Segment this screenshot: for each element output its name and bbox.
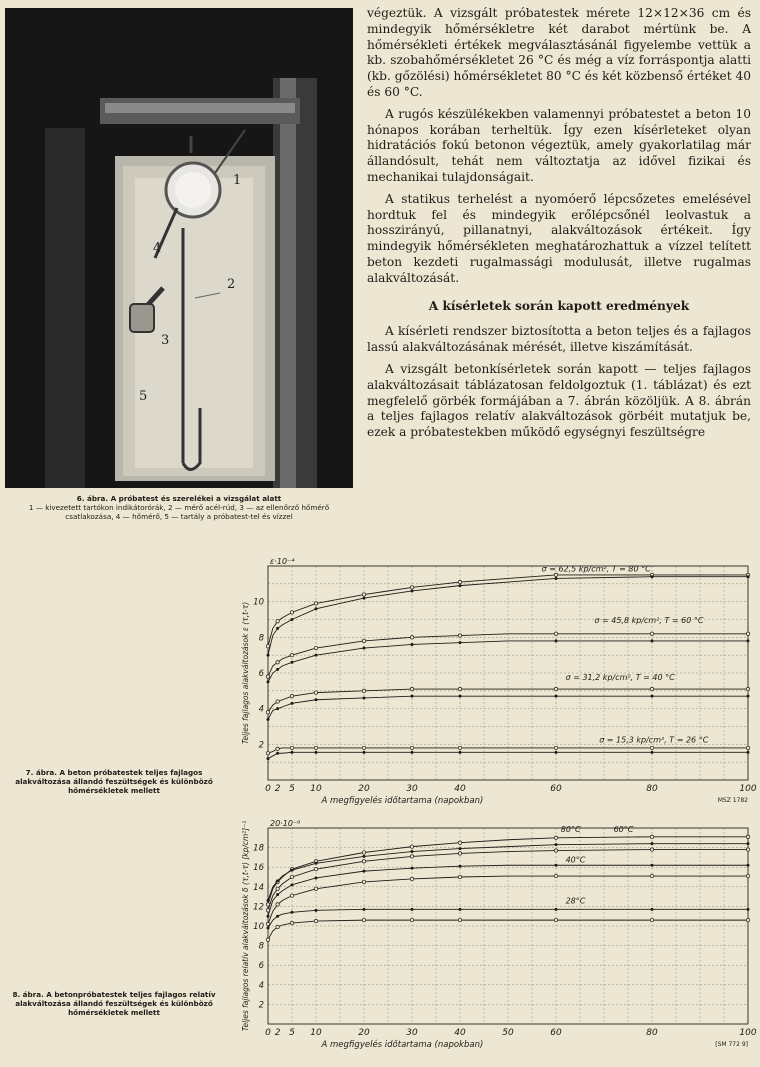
chart8-data-point bbox=[290, 921, 293, 924]
chart8-data-point bbox=[555, 908, 558, 911]
chart8-ref: [SM 772 9] bbox=[715, 1041, 748, 1048]
chart8-data-point bbox=[410, 918, 413, 921]
chart7-data-point bbox=[314, 691, 317, 694]
chart7-data-point bbox=[291, 661, 294, 664]
chart7-data-point bbox=[363, 751, 366, 754]
chart8-xtick-label: 50 bbox=[502, 1028, 514, 1038]
chart8-data-point bbox=[458, 875, 461, 878]
chart7-data-point bbox=[290, 611, 293, 614]
chart8-data-point bbox=[411, 850, 414, 853]
chart8-ytick-label: 6 bbox=[258, 961, 264, 972]
chart7-data-point bbox=[314, 746, 317, 749]
chart8-series-label: 28°C bbox=[565, 896, 586, 906]
chart7-data-point bbox=[746, 746, 749, 749]
chart8-data-point bbox=[276, 903, 279, 906]
chart8-data-point bbox=[276, 925, 279, 928]
chart8-data-point bbox=[267, 915, 270, 918]
figure-6-caption bbox=[5, 494, 353, 521]
chart8-data-point bbox=[746, 835, 749, 838]
chart8-xtick-label: 30 bbox=[406, 1028, 418, 1038]
chart8-data-point bbox=[267, 899, 270, 902]
photo-label-2: 2 bbox=[227, 277, 236, 292]
chart8-data-point bbox=[314, 887, 317, 890]
chart8-data-point bbox=[266, 938, 269, 941]
chart8-data-point bbox=[291, 869, 294, 872]
chart7-data-point bbox=[315, 654, 318, 657]
chart7-data-point bbox=[362, 639, 365, 642]
chart7-data-point bbox=[651, 575, 654, 578]
chart7-data-point bbox=[267, 757, 270, 760]
section-heading: A kísérletek során kapott eredmények bbox=[428, 298, 690, 313]
chart8-data-point bbox=[459, 847, 462, 850]
chart7-data-point bbox=[458, 634, 461, 637]
chart7-data-point bbox=[276, 627, 279, 630]
chart8-data-point bbox=[458, 918, 461, 921]
chart7-data-point bbox=[362, 746, 365, 749]
chart8-data-point bbox=[314, 867, 317, 870]
chart8-data-point bbox=[276, 893, 279, 896]
chart8-ytick-label: 18 bbox=[253, 843, 264, 854]
chart8-ytick-label: 4 bbox=[258, 980, 264, 991]
apparatus-photo-drawing bbox=[5, 8, 353, 488]
chart8-data-point bbox=[554, 849, 557, 852]
chart8-data-point bbox=[290, 875, 293, 878]
chart7-xtick-label: 0 bbox=[265, 784, 271, 794]
chart7-ytick-label: 6 bbox=[258, 669, 264, 679]
chart7-data-point bbox=[290, 694, 293, 697]
chart8-data-point bbox=[290, 894, 293, 897]
chart7-data-point bbox=[266, 675, 269, 678]
chart8-data-point bbox=[410, 855, 413, 858]
chart8-data-point bbox=[650, 874, 653, 877]
chart7-data-point bbox=[291, 618, 294, 621]
chart7-data-point bbox=[411, 695, 414, 698]
chart8-ytick-label: 8 bbox=[258, 941, 264, 952]
photo-label-1: 1 bbox=[233, 173, 242, 188]
chart8-ytick-label: 12 bbox=[253, 902, 264, 913]
chart7-data-point bbox=[290, 653, 293, 656]
chart7-data-point bbox=[266, 645, 269, 648]
chart7-data-point bbox=[315, 751, 318, 754]
chart7-data-point bbox=[411, 589, 414, 592]
chart7-xlabel: A megfigyelés időtartama (napokban) bbox=[321, 796, 484, 806]
chart8-data-point bbox=[555, 864, 558, 867]
photo-label-3: 3 bbox=[161, 333, 170, 348]
paragraph-3: A statikus terhelést a nyomóerő lépcsőzetes emelésével hordtuk fel és mindegyik erőlépcsőnél leolvastuk a hosszirányú, pillanatnyi, alakváltozások értékeit. Így mindegyik hőmérsékleten meghatározhattuk a vízzel telített beton kezdeti rugalmassági modulusát, illetve rugalmas alakváltozását. bbox=[367, 191, 751, 285]
chart7-xtick-label: 10 bbox=[310, 784, 322, 794]
chart7-data-point bbox=[276, 752, 279, 755]
chart7-data-point bbox=[459, 584, 462, 587]
chart8-data-point bbox=[650, 848, 653, 851]
chart7-data-point bbox=[746, 632, 749, 635]
chart8-xtick-label: 10 bbox=[310, 1028, 322, 1038]
chart8-data-point bbox=[747, 908, 750, 911]
chart7-data-point bbox=[555, 639, 558, 642]
chart8-data-point bbox=[651, 908, 654, 911]
chart8-xtick-label: 40 bbox=[454, 1028, 466, 1038]
chart7-data-point bbox=[459, 641, 462, 644]
chart7-data-point bbox=[651, 639, 654, 642]
chart8-series-label: 60°C bbox=[613, 824, 634, 834]
chart7-data-point bbox=[290, 746, 293, 749]
chart7-ytick-label: 8 bbox=[258, 633, 264, 644]
chart7-data-point bbox=[266, 752, 269, 755]
chart8-data-point bbox=[747, 842, 750, 845]
chart7-data-point bbox=[747, 575, 750, 578]
chart8-xtick-label: 60 bbox=[550, 1028, 562, 1038]
figure-8-chart bbox=[228, 818, 760, 1058]
chart7-data-point bbox=[555, 751, 558, 754]
chart7-data-point bbox=[746, 687, 749, 690]
chart8-data-point bbox=[291, 883, 294, 886]
chart7-data-point bbox=[411, 643, 414, 646]
chart7-data-point bbox=[276, 668, 279, 671]
chart8-data-point bbox=[410, 877, 413, 880]
chart7-data-point bbox=[650, 746, 653, 749]
chart7-xtick-label: 30 bbox=[406, 784, 418, 794]
figure-7-chart bbox=[228, 556, 760, 818]
chart7-data-point bbox=[314, 602, 317, 605]
chart8-data-point bbox=[746, 848, 749, 851]
chart8-data-point bbox=[410, 845, 413, 848]
chart8-data-point bbox=[276, 879, 279, 882]
figure-7-caption bbox=[2, 768, 226, 795]
chart7-data-point bbox=[458, 746, 461, 749]
chart7-data-point bbox=[747, 695, 750, 698]
chart7-xtick-label: 100 bbox=[739, 784, 757, 794]
chart8-xtick-label: 2 bbox=[274, 1028, 281, 1038]
chart8-data-point bbox=[554, 918, 557, 921]
chart7-data-point bbox=[363, 597, 366, 600]
chart7-data-point bbox=[266, 711, 269, 714]
chart7-series-label: σ = 62,5 kp/cm², T = 80 °C bbox=[541, 564, 651, 574]
chart8-ytick-label: 14 bbox=[253, 882, 264, 893]
chart8-data-point bbox=[315, 876, 318, 879]
chart7-data-point bbox=[363, 647, 366, 650]
chart8-data-point bbox=[411, 908, 414, 911]
chart7-ytick-label: 4 bbox=[258, 704, 264, 715]
chart8-data-point bbox=[362, 860, 365, 863]
chart8-unit-label: 20·10⁻⁶ bbox=[270, 819, 301, 828]
chart8-series-label: 80°C bbox=[560, 824, 581, 834]
chart7-data-point bbox=[276, 661, 279, 664]
chart8-data-point bbox=[291, 911, 294, 914]
chart7-data-point bbox=[291, 702, 294, 705]
chart7-data-point bbox=[555, 577, 558, 580]
chart8-data-point bbox=[362, 880, 365, 883]
chart7-data-point bbox=[650, 687, 653, 690]
chart7-data-point bbox=[276, 620, 279, 623]
chart7-data-point bbox=[362, 689, 365, 692]
chart8-data-point bbox=[651, 864, 654, 867]
chart8-data-point bbox=[746, 874, 749, 877]
chart7-series-label: σ = 45,8 kp/cm², T = 60 °C bbox=[594, 616, 704, 626]
chart7-data-point bbox=[410, 687, 413, 690]
chart7-data-point bbox=[276, 700, 279, 703]
chart8-data-point bbox=[363, 855, 366, 858]
chart8-series-label: 40°C bbox=[565, 855, 586, 865]
chart8-data-point bbox=[276, 887, 279, 890]
paragraph-2: A rugós készülékekben valamennyi próbatestet a beton 10 hónapos korában terheltük. Így ezen kísérleteket olyan hidratációs fokú betonon végeztük, amely gyakorlatilag már állandósult, tehát nem változtatja az idővel fizikai és mechanikai tulajdonságait. bbox=[367, 106, 751, 184]
chart8-ytick-label: 10 bbox=[253, 922, 264, 932]
figure-6-caption-title: 6. ábra. A próbatest és szerelékei a vizsgálat alatt bbox=[76, 494, 282, 503]
photo-label-5: 5 bbox=[139, 389, 148, 404]
chart8-xtick-label: 80 bbox=[646, 1028, 658, 1038]
chart7-data-point bbox=[410, 636, 413, 639]
chart7-data-point bbox=[314, 646, 317, 649]
figure-7-caption-title: 7. ábra. A beton próbatestek teljes fajlagos alakváltozása állandó feszültségek és különböző hőmérsékletek mellett bbox=[15, 768, 213, 795]
chart8-data-point bbox=[650, 918, 653, 921]
chart8-data-point bbox=[314, 919, 317, 922]
chart8-data-point bbox=[362, 851, 365, 854]
chart8-xtick-label: 5 bbox=[289, 1028, 295, 1038]
chart7-data-point bbox=[267, 718, 270, 721]
chart8-data-point bbox=[458, 841, 461, 844]
chart7-data-point bbox=[276, 707, 279, 710]
chart7-data-point bbox=[315, 698, 318, 701]
paragraph-4: A kísérleti rendszer biztosította a beton teljes és a fajlagos lassú alakváltozásának mérését, illetve kiszámítását. bbox=[367, 324, 751, 355]
chart8-xlabel: A megfigyelés időtartama (napokban) bbox=[321, 1040, 484, 1050]
figure-8-caption bbox=[2, 990, 226, 1017]
chart8-data-point bbox=[315, 909, 318, 912]
chart7-data-point bbox=[410, 586, 413, 589]
chart7-data-point bbox=[554, 687, 557, 690]
chart7-data-point bbox=[554, 746, 557, 749]
chart7-series-label: σ = 31,2 kp/cm², T = 40 °C bbox=[565, 673, 675, 683]
chart8-data-point bbox=[459, 865, 462, 868]
chart8-xtick-label: 0 bbox=[265, 1028, 271, 1038]
chart7-data-point bbox=[651, 751, 654, 754]
chart8-ytick-label: 2 bbox=[258, 1000, 264, 1011]
figure-8-caption-title: 8. ábra. A betonpróbatestek teljes fajlagos relatív alakváltozása állandó feszültségek és különböző hőmérsékletek mellett bbox=[12, 990, 216, 1017]
chart8-data-point bbox=[276, 915, 279, 918]
chart8-data-point bbox=[267, 926, 270, 929]
chart7-data-point bbox=[747, 639, 750, 642]
chart8-ylabel: Teljes fajlagos relatív alakváltozások δ (τ,t-τ) [kp/cm²]⁻¹ bbox=[241, 820, 250, 1032]
figure-6-caption-body: 1 — kivezetett tartókon indikátorórák, 2 — mérő acél-rúd, 3 — az ellenőrző hőmérő csatlakozása, 4 — hőmérő, 5 — tartály a próbatest-tel és vízzel bbox=[28, 503, 330, 521]
chart8-data-point bbox=[747, 864, 750, 867]
chart7-ytick-label: 10 bbox=[253, 597, 264, 608]
chart7-data-point bbox=[291, 751, 294, 754]
chart7-data-point bbox=[554, 573, 557, 576]
chart7-ylabel: Teljes fajlagos alakváltozások ε (τ,t-τ) bbox=[241, 601, 250, 745]
chart7-xtick-label: 40 bbox=[454, 784, 466, 794]
figure-6-photo bbox=[5, 8, 353, 488]
chart7-ytick-label: 2 bbox=[258, 740, 264, 751]
chart8-data-point bbox=[411, 867, 414, 870]
chart7-data-point bbox=[363, 696, 366, 699]
chart7-data-point bbox=[747, 751, 750, 754]
chart7-data-point bbox=[459, 751, 462, 754]
chart7-data-point bbox=[410, 746, 413, 749]
chart8-data-point bbox=[363, 908, 366, 911]
chart7-data-point bbox=[554, 632, 557, 635]
chart7-xtick-label: 60 bbox=[550, 784, 562, 794]
chart8-xtick-label: 20 bbox=[358, 1028, 370, 1038]
chart8-data-point bbox=[362, 918, 365, 921]
chart7-data-point bbox=[650, 632, 653, 635]
chart7-data-point bbox=[458, 580, 461, 583]
chart8-data-point bbox=[554, 874, 557, 877]
photo-label-4: 4 bbox=[153, 241, 162, 256]
chart8-data-point bbox=[459, 908, 462, 911]
text-column bbox=[367, 6, 751, 447]
chart7-xtick-label: 5 bbox=[289, 784, 295, 794]
chart7-data-point bbox=[315, 607, 318, 610]
chart8-data-point bbox=[315, 862, 318, 865]
paragraph-1: végeztük. A vizsgált próbatestek mérete 12×12×36 cm és mindegyik hőmérsékletre két darabot mértünk be. A hőmérsékleti értékek megválasztásánál figyelembe vettük a kb. szobahőmérsékletet 26 °C és még a víz forráspontja alatti (kb. gőzölési) hőmérsékletet 80 °C és két közbenső értéket 40 és 60 °C. bbox=[367, 6, 751, 99]
chart7-xtick-label: 2 bbox=[274, 784, 281, 794]
chart8-data-point bbox=[458, 852, 461, 855]
chart7-data-point bbox=[267, 680, 270, 683]
chart8-data-point bbox=[746, 918, 749, 921]
chart7-data-point bbox=[459, 695, 462, 698]
chart8-data-point bbox=[554, 836, 557, 839]
chart7-series-label: σ = 15,3 kp/cm², T = 26 °C bbox=[599, 735, 709, 745]
paragraph-5: A vizsgált betonkísérletek során kapott — teljes fajlagos alakváltozásait táblázatosan feldolgoztuk (1. táblázat) és ezt megfelelő görbék formájában a 7. ábrán közöljük. A 8. ábrán a teljes fajlagos relatív alakváltozások görbéit mutatjuk be, ezek a próbatestekben működő egységnyi feszültségre bbox=[367, 361, 751, 440]
chart7-data-point bbox=[411, 751, 414, 754]
chart8-xtick-label: 100 bbox=[739, 1028, 757, 1038]
chart8-data-point bbox=[650, 835, 653, 838]
chart7-unit-label: ε·10⁻⁴ bbox=[270, 557, 295, 566]
chart7-data-point bbox=[458, 687, 461, 690]
chart7-data-point bbox=[276, 747, 279, 750]
chart7-data-point bbox=[651, 695, 654, 698]
chart7-data-point bbox=[555, 695, 558, 698]
chart7-data-point bbox=[362, 593, 365, 596]
chart7-xtick-label: 80 bbox=[646, 784, 658, 794]
chart8-data-point bbox=[651, 842, 654, 845]
chart7-data-point bbox=[267, 654, 270, 657]
chart8-ytick-label: 16 bbox=[253, 863, 264, 874]
chart8-data-point bbox=[363, 870, 366, 873]
chart8-data-point bbox=[555, 843, 558, 846]
chart7-ref: MSZ 1782 bbox=[717, 797, 748, 804]
chart8-grid bbox=[268, 828, 748, 1024]
chart7-xtick-label: 20 bbox=[358, 784, 370, 794]
